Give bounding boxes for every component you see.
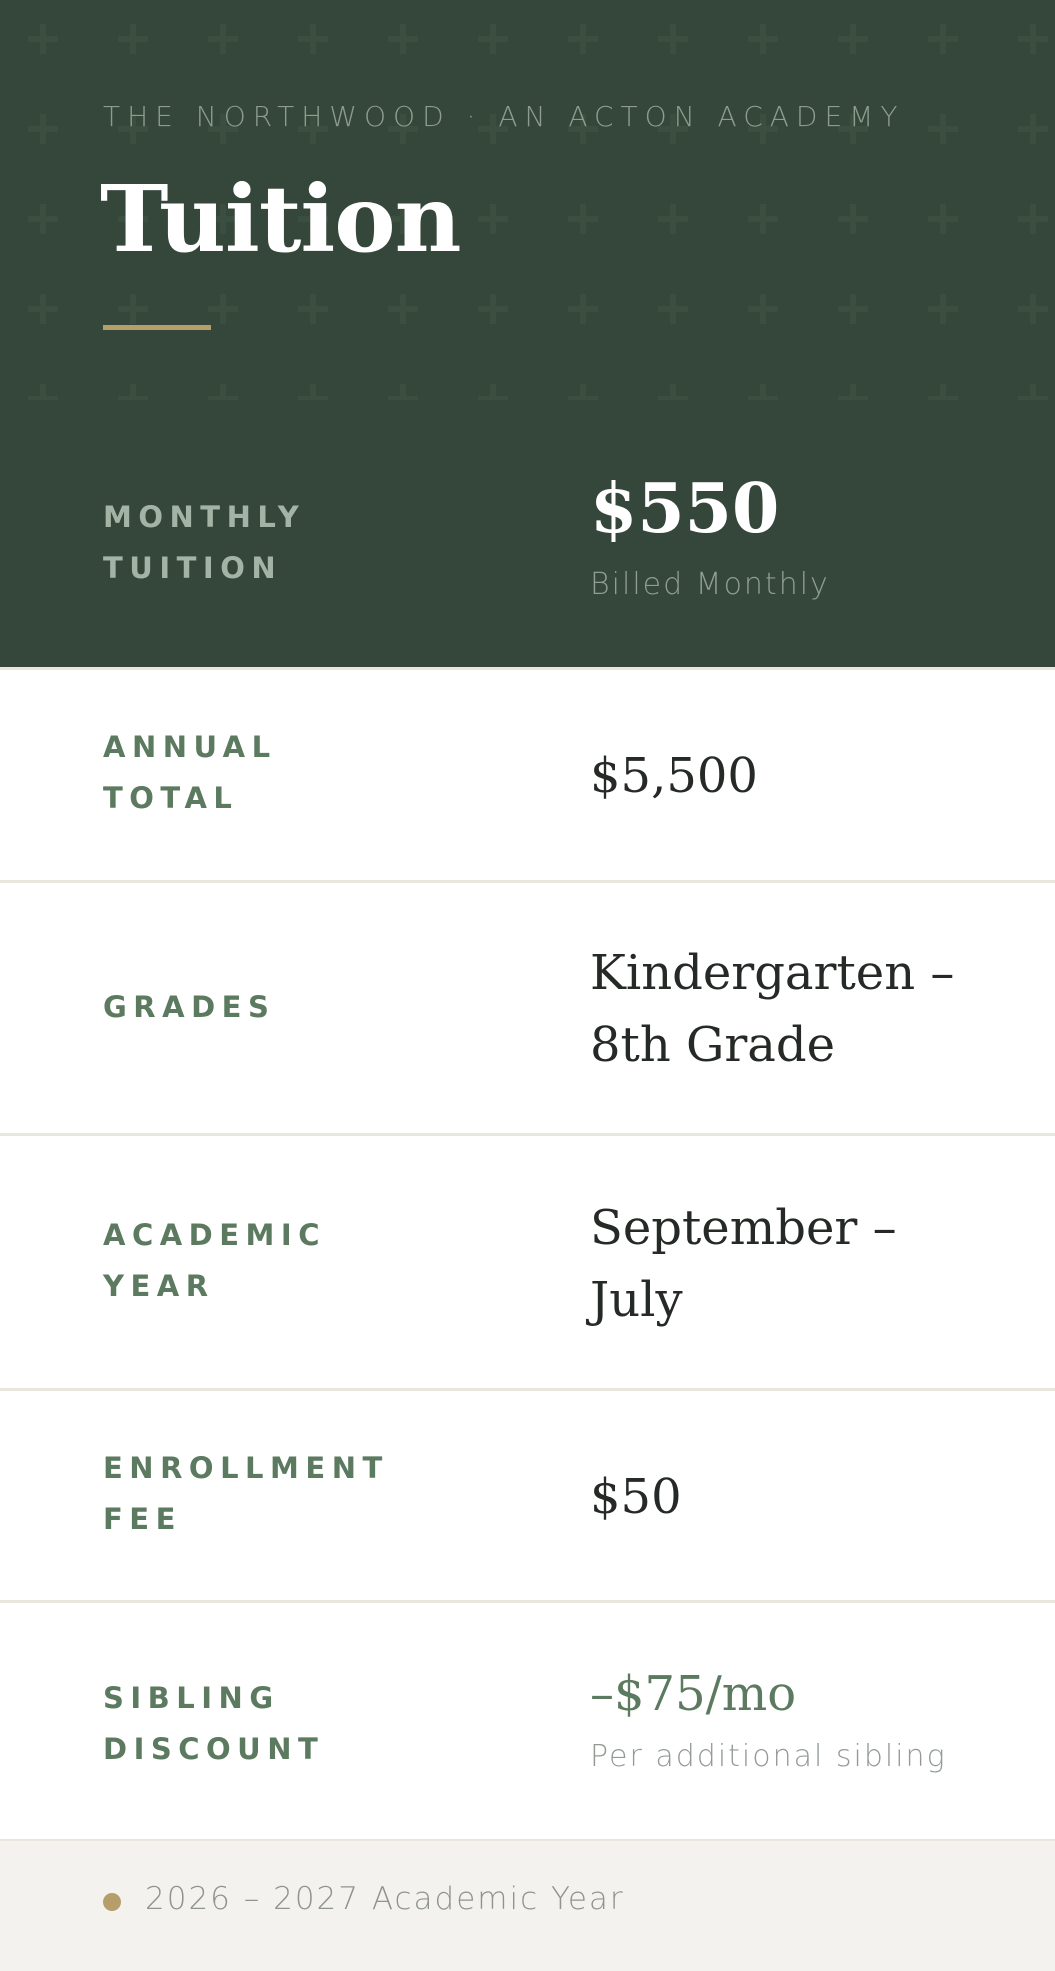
- row-academic-year: [0, 1136, 1055, 1388]
- page-title: Tuition: [100, 165, 461, 273]
- row-annual-total: [0, 670, 1055, 880]
- row-grades: [0, 883, 1055, 1133]
- enrollment-fee-value: $50: [590, 1469, 682, 1525]
- monthly-tuition-value: $550: [590, 469, 780, 549]
- sibling-discount-note: Per additional sibling: [590, 1739, 947, 1774]
- monthly-tuition-label: MONTHLY TUITION: [103, 500, 306, 585]
- row-sibling-discount: [0, 1603, 1055, 1839]
- enrollment-fee-label: ENROLLMENT FEE: [103, 1451, 389, 1536]
- bullet-dot-icon: [103, 1893, 121, 1911]
- hero-section: [0, 0, 1055, 667]
- sibling-discount-label: SIBLING DISCOUNT: [103, 1681, 325, 1766]
- grades-value: Kindergarten – 8th Grade: [590, 945, 955, 1073]
- annual-total-value: $5,500: [590, 748, 758, 804]
- monthly-tuition-billing-note: Billed Monthly: [590, 567, 830, 602]
- footer: [0, 1841, 1055, 1971]
- academic-year-caption: 2026 – 2027 Academic Year: [145, 1881, 625, 1917]
- academic-year-label: ACADEMIC YEAR: [103, 1218, 326, 1303]
- academic-year-value: September – July: [590, 1200, 897, 1328]
- grades-label: GRADES: [103, 990, 276, 1024]
- row-enrollment-fee: [0, 1391, 1055, 1600]
- school-name: THE NORTHWOOD · AN ACTON ACADEMY: [103, 100, 905, 133]
- sibling-discount-value: –$75/mo: [590, 1666, 797, 1722]
- annual-total-label: ANNUAL TOTAL: [103, 730, 277, 815]
- title-underline: [103, 325, 211, 330]
